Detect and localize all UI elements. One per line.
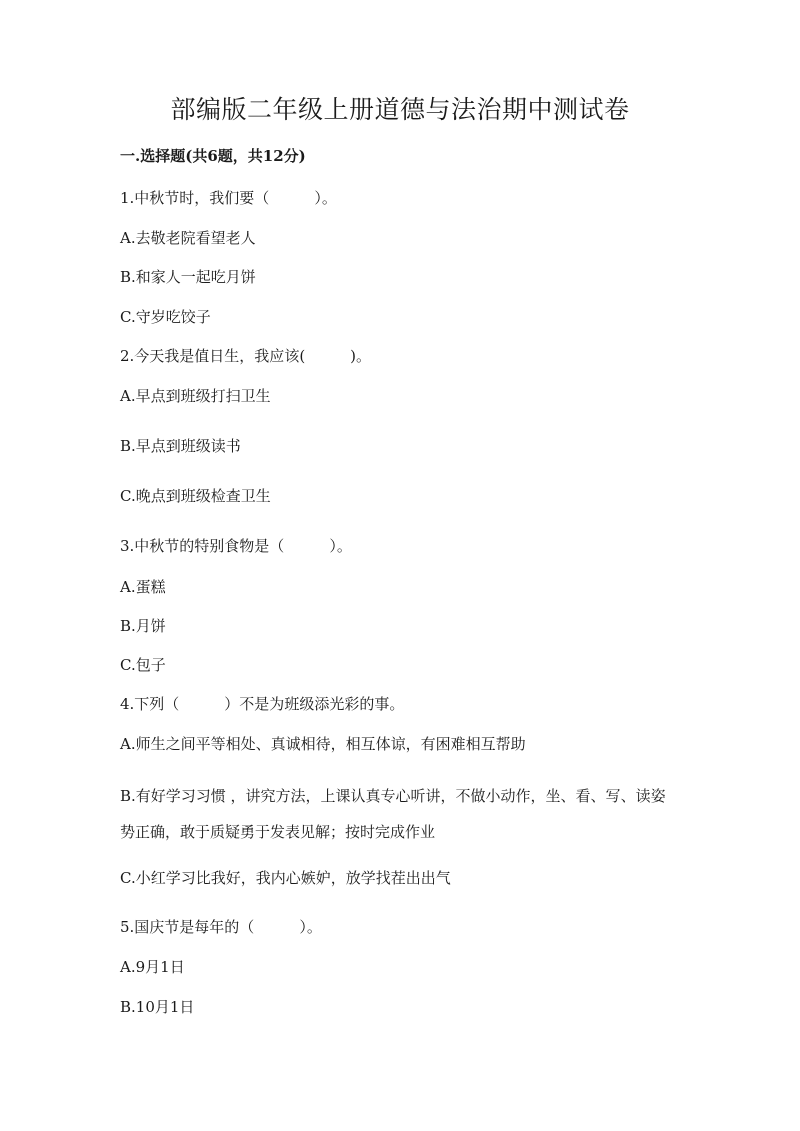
question-2-option-b: B.早点到班级读书 (120, 437, 241, 455)
question-1-option-b: B.和家人一起吃月饼 (120, 268, 256, 286)
question-3-stem: 3.中秋节的特别食物是（ ）。 (120, 537, 352, 555)
question-4-option-c: C.小红学习比我好，我内心嫉妒，放学找茬出出气 (120, 869, 451, 887)
question-2-option-c: C.晚点到班级检查卫生 (120, 487, 271, 505)
question-1-option-c: C.守岁吃饺子 (120, 308, 211, 326)
question-3-option-a: A.蛋糕 (120, 578, 166, 596)
question-3-option-c: C.包子 (120, 656, 166, 674)
question-5-option-a: A.9月1日 (120, 958, 185, 976)
question-2-option-a: A.早点到班级打扫卫生 (120, 387, 271, 405)
question-1-stem: 1.中秋节时，我们要（ ）。 (120, 189, 337, 207)
question-2-stem: 2.今天我是值日生，我应该( )。 (120, 347, 372, 365)
question-4-option-a: A.师生之间平等相处、真诚相待，相互体谅，有困难相互帮助 (120, 735, 526, 753)
page-title: 部编版二年级上册道德与法治期中测试卷 (170, 95, 630, 124)
question-4-option-b: B.有好学习习惯 ，讲究方法，上课认真专心听讲，不做小动作，坐、看、写、读姿势正确，敢于质疑勇于发表见解；按时完成作业 (120, 787, 666, 841)
question-4-stem: 4.下列（ ）不是为班级添光彩的事。 (120, 695, 405, 713)
question-1-option-a: A.去敬老院看望老人 (120, 229, 256, 247)
section-heading: 一.选择题(共6题，共12分) (120, 147, 306, 165)
question-3-option-b: B.月饼 (120, 617, 166, 635)
question-5-option-b: B.10月1日 (120, 998, 195, 1016)
question-5-stem: 5.国庆节是每年的（ ）。 (120, 918, 322, 936)
